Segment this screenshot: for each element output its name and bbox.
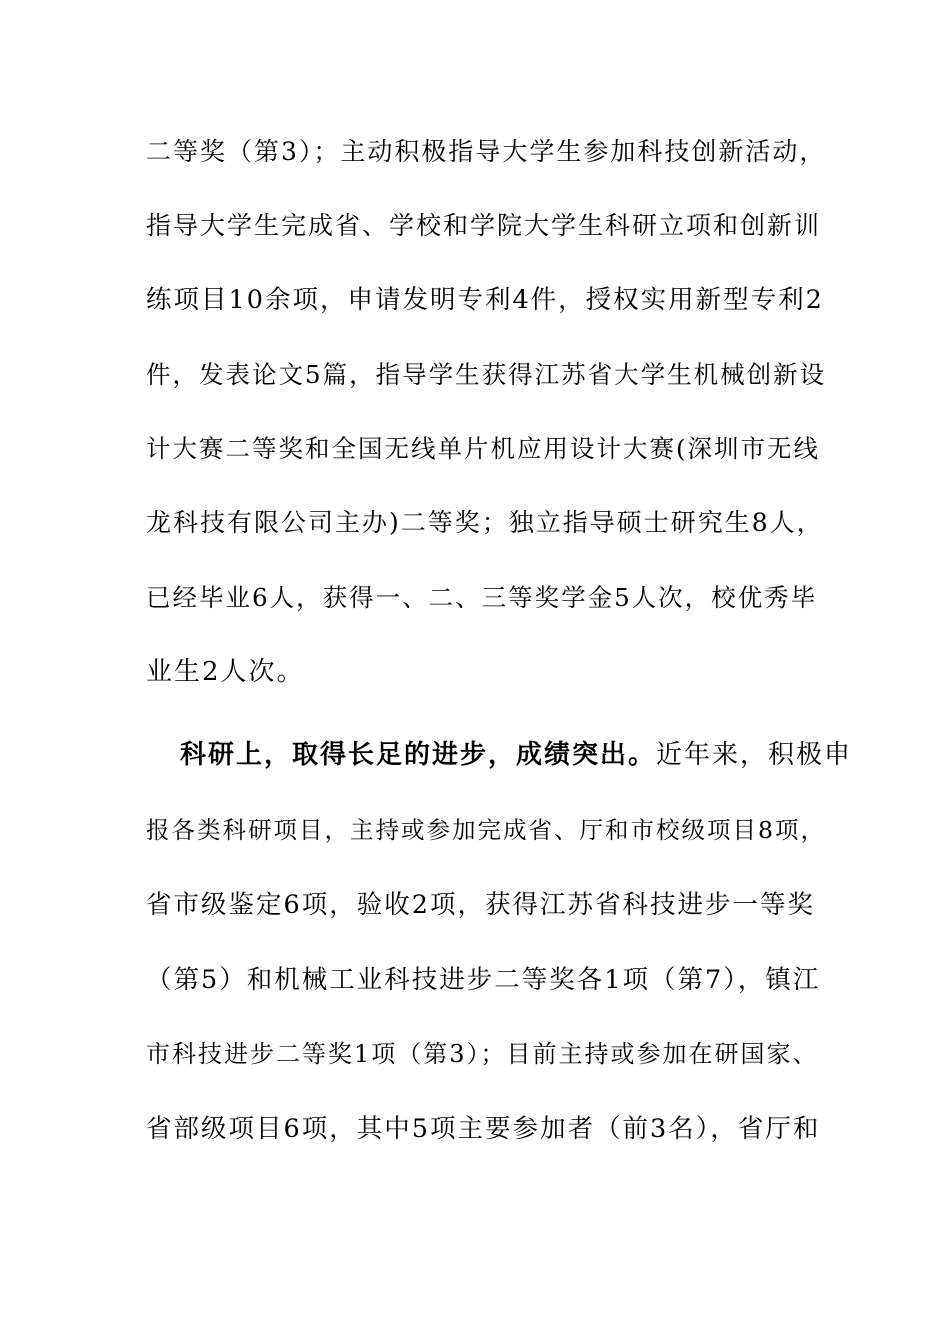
paragraph2-lead-bold: 科研上，取得长足的进步，成绩突出。 bbox=[180, 740, 657, 770]
paragraph2-line-2: 报各类科研项目，主持或参加完成省、厅和市校级项目8项， bbox=[146, 816, 826, 844]
paragraph2-lead-rest: 近年来，积极申 bbox=[656, 740, 853, 770]
paragraph1-line-3: 练项目10余项，申请发明专利4件，授权实用新型专利2 bbox=[146, 285, 824, 315]
paragraph2-line-5: 市科技进步二等奖1项（第3）；目前主持或参加在研国家、 bbox=[146, 1040, 819, 1068]
paragraph1-line-7: 已经毕业6人，获得一、二、三等奖学金5人次，校优秀毕 bbox=[146, 583, 818, 612]
paragraph2-line-6: 省部级项目6项，其中5项主要参加者（前3名），省厅和 bbox=[146, 1114, 821, 1144]
paragraph1-line-1: 二等奖（第3）；主动积极指导大学生参加科技创新活动， bbox=[146, 137, 827, 166]
paragraph2-line-4: （第5）和机械工业科技进步二等奖各1项（第7），镇江 bbox=[146, 965, 821, 995]
paragraph1-line-2: 指导大学生完成省、学校和学院大学生科研立项和创新训 bbox=[146, 211, 822, 240]
paragraph1-line-8: 业生2人次。 bbox=[146, 657, 305, 687]
paragraph1-line-4: 件，发表论文5篇，指导学生获得江苏省大学生机械创新设 bbox=[146, 360, 827, 389]
paragraph2-line-3: 省市级鉴定6项，验收2项，获得江苏省科技进步一等奖 bbox=[146, 890, 815, 920]
paragraph1-line-6: 龙科技有限公司主办)二等奖；独立指导硕士研究生8人， bbox=[146, 508, 824, 537]
paragraph1-line-5: 计大赛二等奖和全国无线单片机应用设计大赛(深圳市无线 bbox=[146, 434, 821, 463]
paragraph2-first-line bbox=[180, 735, 860, 775]
